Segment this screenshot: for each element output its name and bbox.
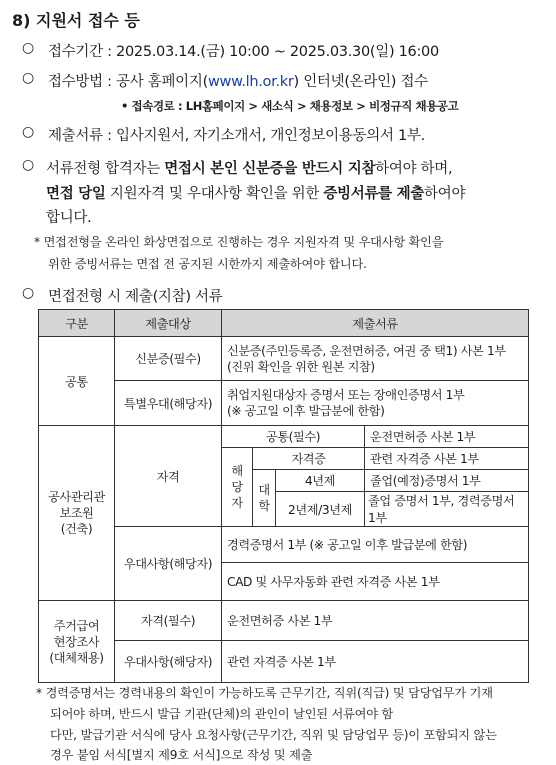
header-target: 제출대상 bbox=[115, 310, 222, 337]
pref-doc-2: CAD 및 사무자동화 관련 자격증 사본 1부 bbox=[222, 563, 529, 601]
g3-target-qualification: 자격(필수) bbox=[115, 601, 222, 641]
period-row: 접수기간 : 2025.03.14.(금) 10:00 ~ 2025.03.30(일) 16:00 bbox=[48, 44, 439, 60]
target-id: 신분증(필수) bbox=[115, 337, 222, 381]
year4-doc: 졸업(예정)증명서 1부 bbox=[365, 470, 529, 492]
year23-cell: 2년제/3년제 bbox=[276, 492, 365, 527]
homepage-link[interactable]: www.lh.or.kr bbox=[207, 74, 294, 90]
table-heading: 면접전형 시 제출(지참) 서류 bbox=[48, 289, 223, 305]
circle-bullet-icon: ○ bbox=[22, 285, 35, 301]
target-special: 특별우대(해당자) bbox=[115, 381, 222, 426]
doc-special: 취업지원대상자 증명서 또는 장애인증명서 1부 (※ 공고일 이후 발급분에 한함) bbox=[222, 381, 529, 426]
pass-notice-line3: 합니다. bbox=[46, 210, 92, 226]
year4-cell: 4년제 bbox=[276, 470, 365, 492]
access-path-note: • 접속경로 : LH홈페이지 > 새소식 > 채용정보 > 비정규직 채용공고 bbox=[121, 99, 459, 113]
header-category: 구분 bbox=[39, 310, 115, 337]
docs-row: 제출서류 : 입사지원서, 자기소개서, 개인정보이용동의서 1부. bbox=[48, 128, 425, 144]
online-note-line2: 위한 증빙서류는 면접 전 공지된 시한까지 제출하여야 합니다. bbox=[48, 257, 367, 271]
qual-common: 공통(필수) bbox=[222, 426, 365, 448]
g3-qual-doc: 운전면허증 사본 1부 bbox=[222, 601, 529, 641]
method-row: 접수방법 : 공사 홈페이지(www.lh.or.kr) 인터넷(온라인) 접수 bbox=[48, 74, 428, 90]
docs-label: 제출서류 bbox=[48, 128, 103, 144]
pref-doc-1: 경력증명서 1부 (※ 공고일 이후 발급분에 한함) bbox=[222, 527, 529, 563]
target-preference: 우대사항(해당자) bbox=[115, 527, 222, 601]
pass-notice-line1: 서류전형 합격자는 면접시 본인 신분증을 반드시 지참하여야 하며, bbox=[46, 161, 453, 177]
cert-cell: 자격증 bbox=[253, 448, 365, 470]
qual-common-doc: 운전면허증 사본 1부 bbox=[365, 426, 529, 448]
method-label: 접수방법 bbox=[48, 74, 103, 90]
period-value: 2025.03.14.(금) 10:00 ~ 2025.03.30(일) 16:00 bbox=[116, 44, 439, 60]
method-suffix: ) 인터넷(온라인) 접수 bbox=[293, 74, 428, 90]
period-label: 접수기간 bbox=[48, 44, 103, 60]
target-qualification: 자격 bbox=[115, 426, 222, 527]
circle-bullet-icon: ○ bbox=[22, 40, 35, 56]
section-title: 8) 지원서 접수 등 bbox=[12, 11, 140, 30]
cert-doc: 관련 자격증 사본 1부 bbox=[365, 448, 529, 470]
footnote-line1: * 경력증명서는 경력내용의 확인이 가능하도록 근무기간, 직위(직급) 및 담당업무가 기재 bbox=[36, 686, 493, 700]
g3-pref-doc: 관련 자격증 사본 1부 bbox=[222, 641, 529, 683]
footnote-line2: 되어야 하며, 반드시 발급 기관(단체)의 관인이 날인된 서류여야 함 bbox=[50, 707, 394, 721]
header-documents: 제출서류 bbox=[222, 310, 529, 337]
group-housing: 주거급여 현장조사 (대체채용) bbox=[39, 601, 115, 683]
footnote-line4: 경우 붙임 서식[별지 제9호 서식]으로 작성 및 제출 bbox=[50, 748, 313, 762]
docs-value: 입사지원서, 자기소개서, 개인정보이용동의서 1부. bbox=[116, 128, 425, 144]
footnote-line3: 다만, 발급기관 서식에 당사 요청사항(근무기간, 직위 및 담당업무 등)이 포함되지 않는 bbox=[50, 728, 497, 742]
online-note-line1: * 면접전형을 온라인 화상면접으로 진행하는 경우 지원자격 및 우대사항 확인을 bbox=[34, 235, 444, 249]
group-common: 공통 bbox=[39, 337, 115, 426]
documents-table bbox=[38, 309, 529, 683]
circle-bullet-icon: ○ bbox=[22, 124, 35, 140]
univ-cell: 대 학 bbox=[253, 470, 276, 527]
group-construction: 공사관리관 보조원 (건축) bbox=[39, 426, 115, 601]
g3-target-preference: 우대사항(해당자) bbox=[115, 641, 222, 683]
pass-notice-line2: 면접 당일 지원자격 및 우대사항 확인을 위한 증빙서류를 제출하여야 bbox=[46, 186, 466, 202]
doc-id: 신분증(주민등록증, 운전면허증, 여권 중 택1) 사본 1부 (진위 확인을 위한 원본 지참) bbox=[222, 337, 529, 381]
applicable-cell: 해 당 자 bbox=[222, 448, 253, 527]
method-prefix: 공사 홈페이지( bbox=[116, 74, 208, 90]
year23-doc: 졸업 증명서 1부, 경력증명서 1부 bbox=[365, 492, 529, 527]
circle-bullet-icon: ○ bbox=[22, 70, 35, 86]
circle-bullet-icon: ○ bbox=[22, 157, 35, 173]
